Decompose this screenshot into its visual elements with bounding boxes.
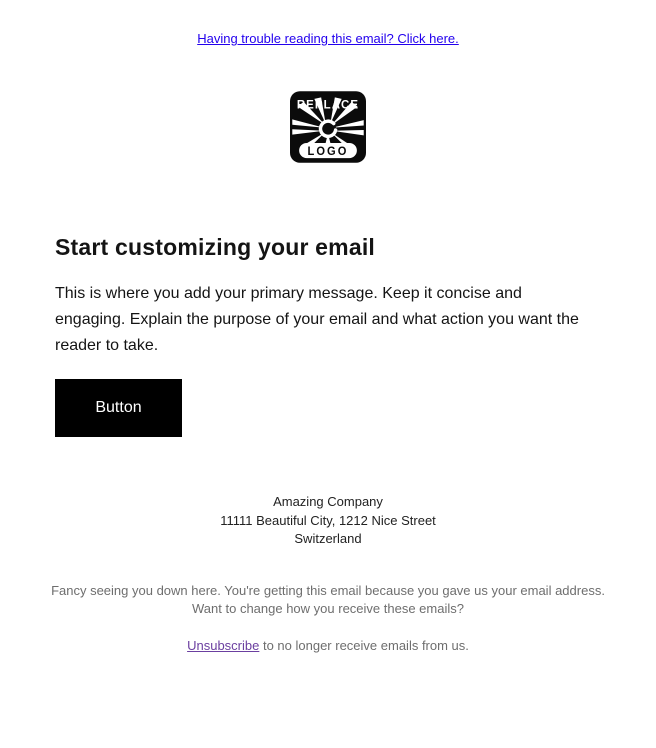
preheader (0, 0, 656, 46)
view-in-browser-link[interactable]: Having trouble reading this email? Click here. (197, 31, 459, 46)
body-text: This is where you add your primary message. Keep it concise and engaging. Explain the purpose of your email and what action you want the reader to take. (55, 285, 579, 354)
logo-container (0, 91, 656, 163)
company-info (0, 493, 656, 549)
email-body (28, 233, 628, 437)
company-address: 11111 Beautiful City, 1212 Nice Street (220, 512, 436, 528)
unsubscribe-line (0, 638, 656, 654)
company-country: Switzerland (294, 531, 362, 546)
logo-top-text: REPLACE (296, 97, 360, 112)
cta-button[interactable]: Button (55, 379, 182, 437)
fine-print-line2: Want to change how you receive these emails? (192, 600, 464, 616)
logo-bottom-text: LOGO (307, 144, 349, 159)
company-name: Amazing Company (273, 494, 383, 509)
main-heading: Start customizing your email (55, 234, 375, 260)
fine-print (0, 582, 656, 618)
unsubscribe-suffix: to no longer receive emails from us. (259, 637, 469, 653)
replace-logo-icon (290, 91, 366, 163)
email-footer (0, 493, 656, 654)
fine-print-line1: Fancy seeing you down here. You're getting this email because you gave us your email address. (51, 582, 605, 598)
unsubscribe-link[interactable]: Unsubscribe (187, 637, 260, 653)
